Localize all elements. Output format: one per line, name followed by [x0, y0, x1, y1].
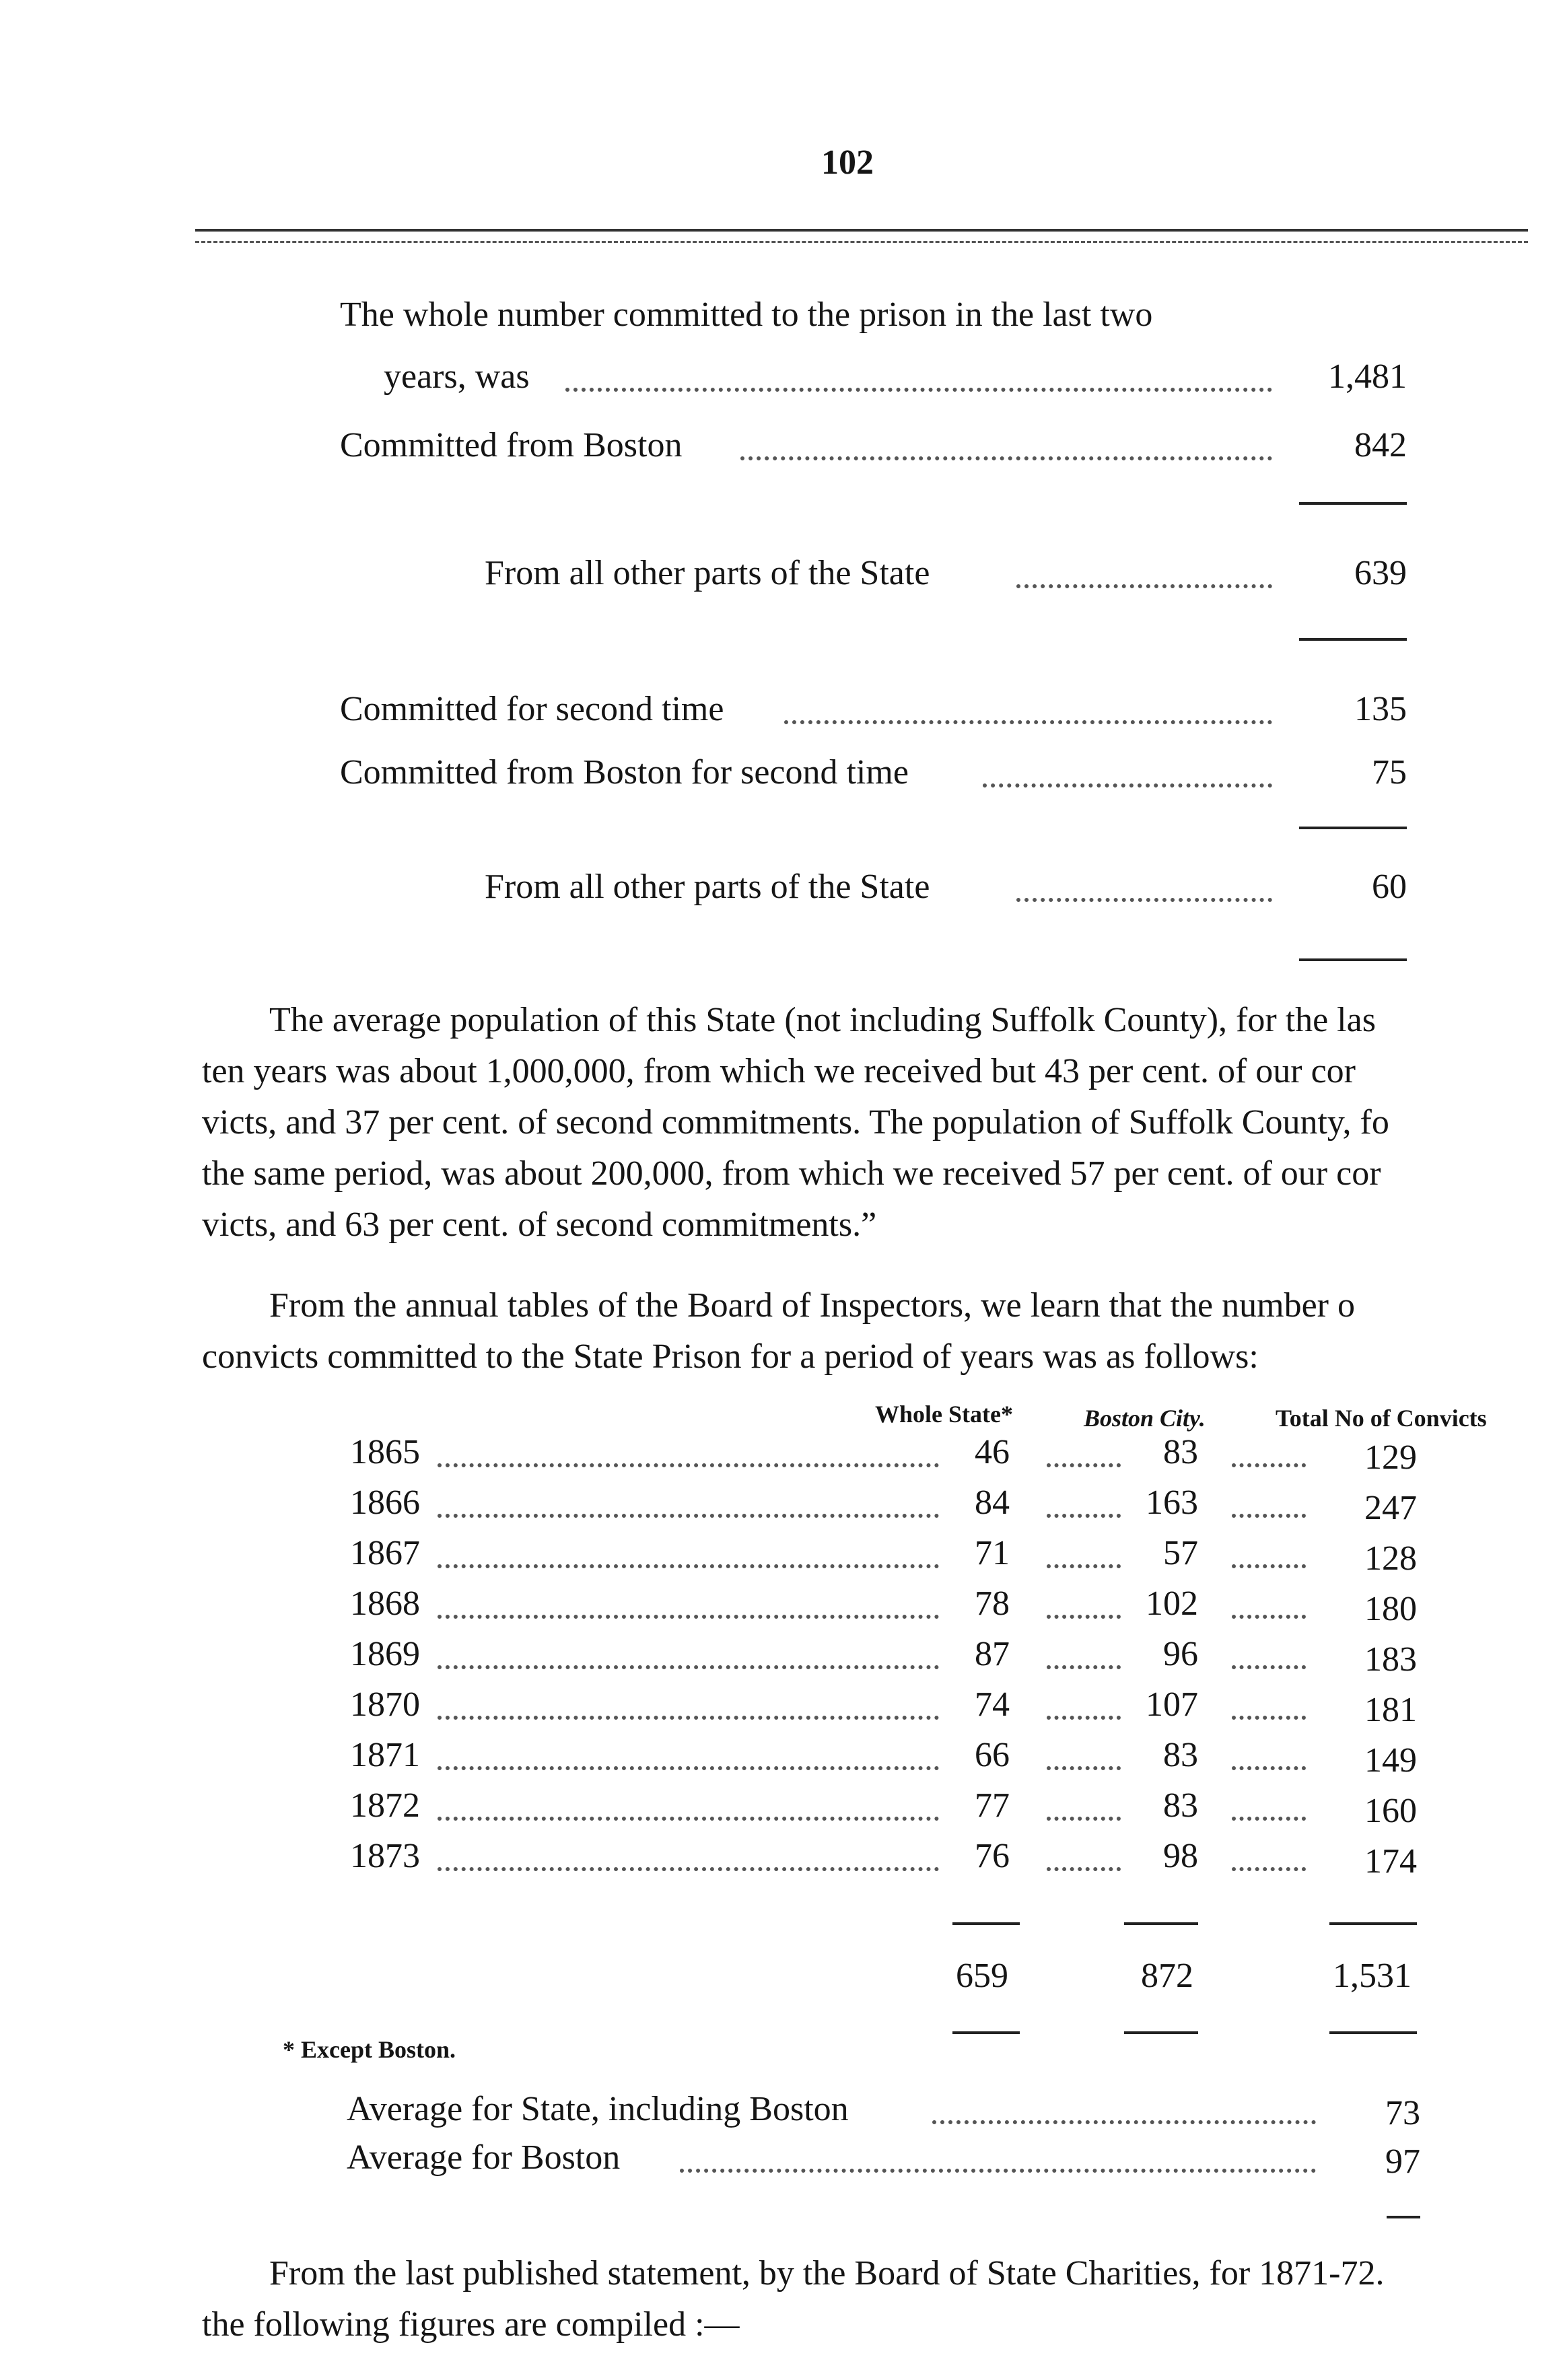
- leader-dots: [1232, 1560, 1306, 1568]
- column-header-boston-city: Boston City.: [1084, 1405, 1206, 1432]
- leader-dots: [438, 1863, 939, 1871]
- summary-value: 1,481: [1328, 357, 1407, 396]
- average-rule: [1387, 2216, 1420, 2218]
- table-total-value: 129: [1364, 1438, 1417, 1477]
- summary-label: From all other parts of the State: [485, 554, 930, 592]
- table-boston-value: 107: [1146, 1685, 1198, 1724]
- column-header-total: Total No of Convicts: [1276, 1405, 1487, 1432]
- table-state-value: 77: [975, 1786, 1010, 1825]
- leader-dots: [1232, 1813, 1306, 1821]
- table-state-value: 66: [975, 1736, 1010, 1774]
- closing-line: From the last published statement, by the Board of State Charities, for 1871-72.: [269, 2254, 1385, 2292]
- leader-dots: [932, 2116, 1316, 2124]
- column-header-whole-state: Whole State*: [875, 1401, 1013, 1428]
- total-rule: [952, 2031, 1020, 2034]
- sum-rule: [1299, 958, 1407, 961]
- leader-dots: [438, 1560, 939, 1568]
- table-total-value: 181: [1364, 1691, 1417, 1729]
- table-total-value: 160: [1364, 1792, 1417, 1830]
- leader-dots: [565, 384, 1272, 392]
- leader-dots: [983, 779, 1272, 788]
- table-total-value: 180: [1364, 1590, 1417, 1628]
- average-label: Average for Boston: [347, 2138, 621, 2177]
- table-boston-value: 83: [1163, 1736, 1198, 1774]
- total-state: 659: [956, 1957, 1008, 1995]
- sum-rule: [1299, 638, 1407, 641]
- average-value: 73: [1385, 2094, 1420, 2132]
- header-double-rule: [195, 229, 1528, 243]
- leader-dots: [1016, 580, 1272, 588]
- leader-dots: [1047, 1611, 1121, 1619]
- leader-dots: [740, 452, 1272, 460]
- leader-dots: [438, 1459, 939, 1467]
- paragraph-line: victs, and 37 per cent. of second commitments. The population of Suffolk County, fo: [202, 1103, 1389, 1142]
- leader-dots: [438, 1813, 939, 1821]
- table-boston-value: 96: [1163, 1635, 1198, 1673]
- table-boston-value: 83: [1163, 1433, 1198, 1471]
- leader-dots: [438, 1510, 939, 1518]
- leader-dots: [438, 1661, 939, 1669]
- leader-dots: [1232, 1459, 1306, 1467]
- table-year: 1871: [350, 1736, 420, 1774]
- total-rule: [1329, 1922, 1417, 1925]
- leader-dots: [1047, 1459, 1121, 1467]
- leader-dots: [1047, 1762, 1121, 1770]
- table-state-value: 74: [975, 1685, 1010, 1724]
- paragraph-line: convicts committed to the State Prison for a period of years was as follows:: [202, 1337, 1259, 1376]
- leader-dots: [1232, 1712, 1306, 1720]
- total-boston: 872: [1141, 1957, 1193, 1995]
- summary-value: 639: [1354, 554, 1407, 592]
- leader-dots: [1047, 1712, 1121, 1720]
- leader-dots: [1047, 1560, 1121, 1568]
- leader-dots: [784, 716, 1272, 724]
- summary-value: 842: [1354, 426, 1407, 464]
- page-number: 102: [821, 143, 874, 182]
- table-boston-value: 163: [1146, 1483, 1198, 1522]
- table-boston-value: 102: [1146, 1584, 1198, 1623]
- average-label: Average for State, including Boston: [347, 2090, 849, 2128]
- table-boston-value: 98: [1163, 1837, 1198, 1875]
- sum-rule: [1299, 827, 1407, 829]
- leader-dots: [1047, 1661, 1121, 1669]
- summary-value: 135: [1354, 690, 1407, 728]
- table-year: 1867: [350, 1534, 420, 1572]
- leader-dots: [1232, 1762, 1306, 1770]
- table-year: 1869: [350, 1635, 420, 1673]
- table-year: 1872: [350, 1786, 420, 1825]
- leader-dots: [1047, 1510, 1121, 1518]
- table-total-value: 149: [1364, 1741, 1417, 1780]
- paragraph-line: the same period, was about 200,000, from which we received 57 per cent. of our cor: [202, 1154, 1381, 1193]
- leader-dots: [438, 1611, 939, 1619]
- table-state-value: 87: [975, 1635, 1010, 1673]
- table-total-value: 183: [1364, 1640, 1417, 1679]
- table-boston-value: 83: [1163, 1786, 1198, 1825]
- summary-label: From all other parts of the State: [485, 868, 930, 906]
- table-state-value: 78: [975, 1584, 1010, 1623]
- total-convicts: 1,531: [1333, 1957, 1412, 1995]
- table-footnote: * Except Boston.: [283, 2036, 456, 2063]
- paragraph-line: ten years was about 1,000,000, from which we received but 43 per cent. of our cor: [202, 1052, 1356, 1090]
- summary-line-1: The whole number committed to the prison in the last two: [340, 295, 1153, 334]
- total-rule: [1124, 1922, 1198, 1925]
- leader-dots: [1232, 1863, 1306, 1871]
- table-year: 1868: [350, 1584, 420, 1623]
- table-total-value: 174: [1364, 1842, 1417, 1881]
- table-state-value: 46: [975, 1433, 1010, 1471]
- table-year: 1870: [350, 1685, 420, 1724]
- leader-dots: [1016, 894, 1272, 902]
- total-rule: [952, 1922, 1020, 1925]
- table-state-value: 71: [975, 1534, 1010, 1572]
- paragraph-line: From the annual tables of the Board of Inspectors, we learn that the number o: [269, 1286, 1355, 1325]
- leader-dots: [680, 2165, 1316, 2173]
- table-total-value: 247: [1364, 1489, 1417, 1527]
- table-state-value: 84: [975, 1483, 1010, 1522]
- summary-value: 60: [1372, 868, 1407, 906]
- leader-dots: [438, 1712, 939, 1720]
- table-year: 1873: [350, 1837, 420, 1875]
- average-value: 97: [1385, 2142, 1420, 2181]
- closing-line: the following figures are compiled :—: [202, 2305, 740, 2344]
- total-rule: [1329, 2031, 1417, 2034]
- summary-label: Committed from Boston for second time: [340, 753, 909, 792]
- table-state-value: 76: [975, 1837, 1010, 1875]
- table-total-value: 128: [1364, 1539, 1417, 1578]
- table-boston-value: 57: [1163, 1534, 1198, 1572]
- summary-label: Committed for second time: [340, 690, 724, 728]
- table-year: 1866: [350, 1483, 420, 1522]
- leader-dots: [1232, 1611, 1306, 1619]
- paragraph-line: victs, and 63 per cent. of second commitments.”: [202, 1205, 877, 1244]
- leader-dots: [438, 1762, 939, 1770]
- sum-rule: [1299, 502, 1407, 505]
- leader-dots: [1232, 1510, 1306, 1518]
- total-rule: [1124, 2031, 1198, 2034]
- table-year: 1865: [350, 1433, 420, 1471]
- leader-dots: [1232, 1661, 1306, 1669]
- paragraph-line: The average population of this State (not including Suffolk County), for the las: [269, 1001, 1376, 1039]
- leader-dots: [1047, 1813, 1121, 1821]
- summary-line-1-cont: years, was: [384, 357, 530, 396]
- summary-label: Committed from Boston: [340, 426, 683, 464]
- leader-dots: [1047, 1863, 1121, 1871]
- summary-value: 75: [1372, 753, 1407, 792]
